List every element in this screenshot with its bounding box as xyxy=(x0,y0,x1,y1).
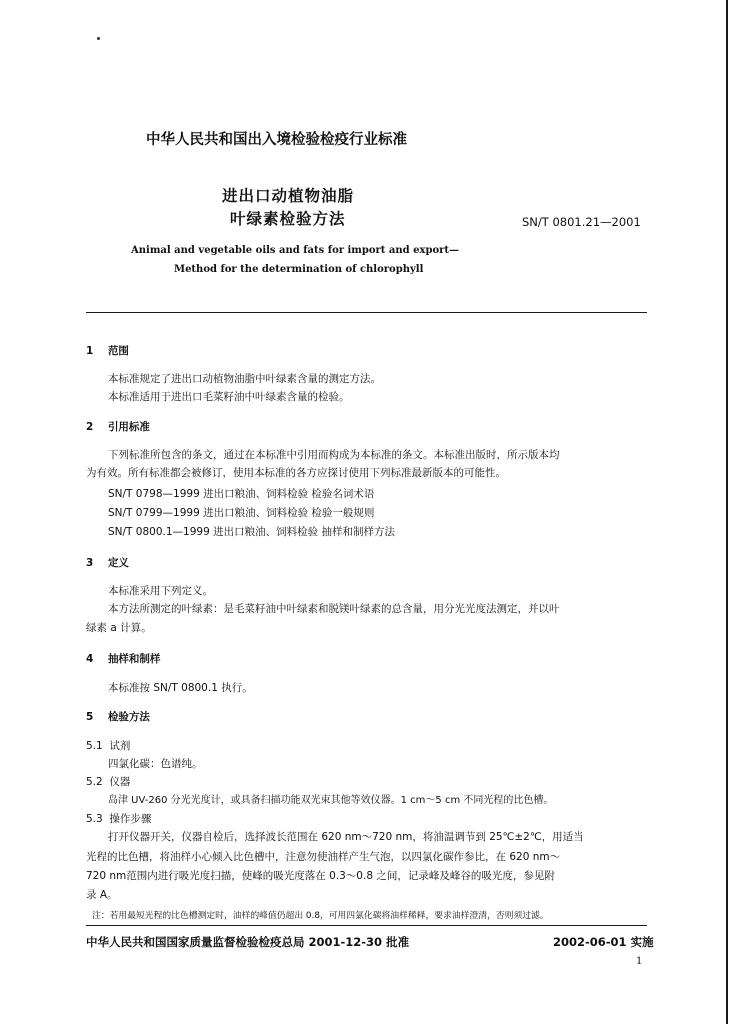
title-line-2: 叶绿素检验方法 xyxy=(230,210,346,228)
subsection-title: 仪器 xyxy=(109,776,131,788)
section-1-paragraph-1: 本标准规定了进出口动植物油脂中叶绿素含量的测定方法。 xyxy=(108,373,381,385)
section-3-paragraph-2-line-2: 绿素 a 计算。 xyxy=(86,622,152,634)
section-1-paragraph-2: 本标准适用于进出口毛菜籽油中叶绿素含量的检验。 xyxy=(108,391,350,403)
section-5-heading xyxy=(86,709,150,724)
subsection-5-2-heading xyxy=(86,774,130,790)
section-2-paragraph-line-1: 下列标准所包含的条文，通过在本标准中引用而构成为本标准的条文。本标准出版时，所示版本均 xyxy=(108,449,560,461)
industry-standard-heading: 中华人民共和国出入境检验检疫行业标准 xyxy=(146,132,407,148)
section-1-heading xyxy=(86,343,129,358)
implementation-date: 2002-06-01 实施 xyxy=(553,935,654,949)
subsection-number: 5.1 xyxy=(86,740,103,752)
subsection-5-3-line-3: 720 nm范围内进行吸光度扫描，使峰的吸光度落在 0.3～0.8 之间，记录峰及峰谷的吸光度，参见附 xyxy=(86,870,555,882)
subsection-5-3-line-1: 打开仪器开关，仪器自检后，选择波长范围在 620 nm～720 nm，将油温调节到 25℃±2℃，用适当 xyxy=(108,831,584,843)
section-title: 检验方法 xyxy=(107,711,150,723)
approval-line: 中华人民共和国国家质量监督检验检疫总局 2001-12-30 批准 xyxy=(86,935,410,949)
section-2-heading xyxy=(86,419,150,434)
section-3-paragraph-2-line-1: 本方法所测定的叶绿素：是毛菜籽油中叶绿素和脱镁叶绿素的总含量，用分光光度法测定，并以叶 xyxy=(108,603,560,615)
section-3-paragraph-1: 本标准采用下列定义。 xyxy=(108,585,213,597)
section-2-paragraph-line-2: 为有效。所有标准都会被修订，使用本标准的各方应探讨使用下列标准最新版本的可能性。 xyxy=(86,467,506,479)
section-title: 范围 xyxy=(107,345,129,357)
section-3-heading xyxy=(86,555,129,570)
subsection-5-1-heading xyxy=(86,738,130,754)
footer-divider xyxy=(86,925,647,926)
reference-item: SN/T 0798—1999 进出口粮油、饲料检验 检验名词术语 xyxy=(108,488,375,500)
english-title-line-1: Animal and vegetable oils and fats for import and export— xyxy=(131,245,459,256)
section-number: 4 xyxy=(86,653,94,665)
subsection-5-3-heading xyxy=(86,811,151,827)
english-title-line-2: Method for the determination of chlorophyll xyxy=(174,264,424,275)
section-4-heading xyxy=(86,651,160,666)
section-title: 定义 xyxy=(107,557,129,569)
section-title: 引用标准 xyxy=(107,421,150,433)
standard-number: SN/T 0801.21—2001 xyxy=(522,215,641,229)
section-number: 5 xyxy=(86,711,94,723)
section-number: 3 xyxy=(86,557,94,569)
subsection-5-3-line-4: 录 A。 xyxy=(86,889,118,901)
subsection-title: 试剂 xyxy=(109,740,131,752)
title-line-1: 进出口动植物油脂 xyxy=(222,187,355,205)
subsection-number: 5.2 xyxy=(86,776,103,788)
subsection-5-3-line-2: 光程的比色槽，将油样小心倾入比色槽中，注意勿使油样产生气泡，以四氯化碳作参比，在 620 nm～ xyxy=(86,851,561,863)
subsection-5-2-text: 岛津 UV-260 分光光度计，或具备扫描功能双光束其他等效仪器。1 cm～5 cm 不同光程的比色槽。 xyxy=(108,795,554,806)
section-title: 抽样和制样 xyxy=(107,653,161,665)
subsection-number: 5.3 xyxy=(86,813,103,825)
section-number: 2 xyxy=(86,421,94,433)
section-number: 1 xyxy=(86,345,94,357)
subsection-5-1-text: 四氯化碳：色谱纯。 xyxy=(108,758,203,770)
scan-speck xyxy=(97,37,100,40)
section-4-paragraph: 本标准按 SN/T 0800.1 执行。 xyxy=(108,682,253,694)
header-divider xyxy=(86,312,647,313)
reference-item: SN/T 0800.1—1999 进出口粮油、饲料检验 抽样和制样方法 xyxy=(108,526,395,538)
subsection-title: 操作步骤 xyxy=(109,813,152,825)
reference-item: SN/T 0799—1999 进出口粮油、饲料检验 检验一般规则 xyxy=(108,507,375,519)
note: 注：若用最短光程的比色槽测定时，油样的峰值仍超出 0.8，可用四氯化碳将油样稀释，要求油样澄清，否则须过滤。 xyxy=(92,911,549,921)
page-number: 1 xyxy=(636,956,643,967)
scan-border xyxy=(726,0,728,1024)
